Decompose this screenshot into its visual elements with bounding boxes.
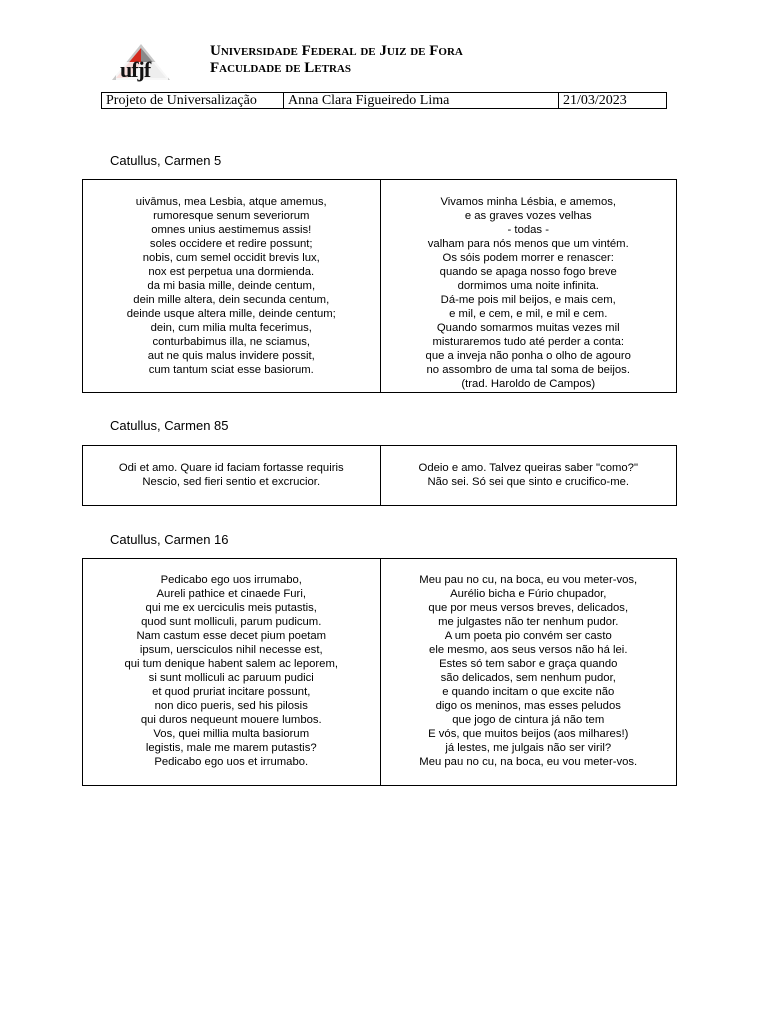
verse-line: A um poeta pio convém ser casto — [444, 630, 612, 642]
verse-line: Nescio, sed fieri sentio et excrucior. — [142, 476, 321, 488]
verse-line: são delicados, sem nenhum pudor, — [440, 672, 616, 684]
verse-line: nox est perpetua una dormienda. — [148, 266, 315, 278]
verse-line: Os sóis podem morrer e renascer: — [442, 252, 614, 264]
section-title: Catullus, Carmen 85 — [110, 418, 229, 433]
logo-text: ufjf — [120, 57, 151, 82]
verse-line: dein, cum milia multa fecerimus, — [150, 322, 312, 334]
verse-line: soles occidere et redire possunt; — [149, 238, 313, 250]
verse-line: dormimos uma noite infinita. — [457, 280, 599, 292]
project-cell: Projeto de Universalização — [102, 93, 284, 108]
verse-line: (trad. Haroldo de Campos) — [461, 378, 596, 390]
verse-line: legistis, male me marem putastis? — [145, 742, 317, 754]
verse-line: Aurélio bicha e Fúrio chupador, — [450, 588, 607, 600]
verse-line: qui me ex uerciculis meis putastis, — [145, 602, 317, 614]
verse-line: si sunt molliculi ac paruum pudici — [148, 672, 314, 684]
verse-line: Aureli pathice et cinaede Furi, — [156, 588, 306, 600]
verse-line: misturaremos tudo até perder a conta: — [432, 336, 625, 348]
verse-line: Dá-me pois mil beijos, e mais cem, — [440, 294, 616, 306]
verse-line: cum tantum sciat esse basiorum. — [148, 364, 314, 376]
verse-line: da mi basia mille, deinde centum, — [147, 280, 316, 292]
verse-line: et quod pruriat incitare possunt, — [152, 686, 311, 698]
verse-line: no assombro de uma tal soma de beijos. — [426, 364, 630, 376]
latin-column — [83, 446, 380, 505]
verse-line: me julgastes não ter nenhum pudor. — [438, 616, 619, 628]
verse-line: - todas - — [507, 224, 549, 236]
verse-line: E vós, que muitos beijos (aos milhares!) — [428, 728, 629, 740]
institution-header — [210, 43, 463, 77]
verse-line: deinde usque altera mille, deinde centum; — [126, 308, 336, 320]
verse-line: Odi et amo. Quare id faciam fortasse requiris — [118, 462, 344, 474]
verse-line: que por meus versos breves, delicados, — [428, 602, 629, 614]
verse-line: valham para nós menos que um vintém. — [427, 238, 629, 250]
verse-line: que a inveja não ponha o olho de agouro — [425, 350, 631, 362]
verse-line: conturbabimus illa, ne sciamus, — [152, 336, 311, 348]
verse-line: que jogo de cintura já não tem — [452, 714, 605, 726]
verse-line: Pedicabo ego uos et irrumabo. — [154, 756, 309, 768]
verse-line: quando se apaga nosso fogo breve — [439, 266, 617, 278]
university-name: Universidade Federal de Juiz de Fora — [210, 43, 463, 59]
verse-line: aut ne quis malus invidere possit, — [147, 350, 315, 362]
verse-line: Nam castum esse decet pium poetam — [136, 630, 327, 642]
verse-line: qui duros nequeunt mouere lumbos. — [140, 714, 322, 726]
portuguese-column — [380, 180, 677, 392]
verse-line: Meu pau no cu, na boca, eu vou meter-vos. — [419, 756, 638, 768]
verse-line: Meu pau no cu, na boca, eu vou meter-vos, — [419, 574, 638, 586]
section-title: Catullus, Carmen 16 — [110, 532, 229, 547]
verse-line: digo os meninos, mas esses peludos — [435, 700, 621, 712]
latin-column — [83, 180, 380, 392]
poem-table — [82, 558, 677, 786]
verse-line: já lestes, me julgais não ser viril? — [445, 742, 612, 754]
latin-column — [83, 559, 380, 785]
poem-table — [82, 445, 677, 506]
meta-table — [101, 92, 667, 109]
ufjf-logo — [112, 44, 170, 88]
date-cell: 21/03/2023 — [563, 93, 627, 108]
author-cell: Anna Clara Figueiredo Lima — [284, 93, 559, 108]
verse-line: e as graves vozes velhas — [464, 210, 592, 222]
section-title: Catullus, Carmen 5 — [110, 153, 222, 168]
verse-line: qui tum denique habent salem ac leporem, — [124, 658, 338, 670]
verse-line: omnes unius aestimemus assis! — [151, 224, 312, 236]
verse-line: ele mesmo, aos seus versos não há lei. — [429, 644, 628, 656]
portuguese-column — [380, 446, 677, 505]
verse-line: e mil, e cem, e mil, e mil e cem. — [449, 308, 608, 320]
verse-line: Vivamos minha Lésbia, e amemos, — [440, 196, 617, 208]
verse-line: dein mille altera, dein secunda centum, — [133, 294, 330, 306]
verse-line: Vos, quei millia multa basiorum — [153, 728, 310, 740]
poem-table — [82, 179, 677, 393]
faculty-name: Faculdade de Letras — [210, 60, 351, 76]
verse-line: Quando somarmos muitas vezes mil — [436, 322, 620, 334]
verse-line: rumoresque senum severiorum — [153, 210, 310, 222]
verse-line: Pedicabo ego uos irrumabo, — [160, 574, 302, 586]
verse-line: uivāmus, mea Lesbia, atque amemus, — [135, 196, 327, 208]
verse-line: e quando incitam o que excite não — [442, 686, 615, 698]
verse-line: Não sei. Só sei que sinto e crucifico-me. — [427, 476, 630, 488]
verse-line: non dico pueris, sed his pilosis — [154, 700, 308, 712]
verse-line: Estes só tem sabor e graça quando — [439, 658, 618, 670]
verse-line: ipsum, uersciculos nihil necesse est, — [139, 644, 323, 656]
verse-line: Odeio e amo. Talvez queiras saber "como?" — [418, 462, 638, 474]
portuguese-column — [380, 559, 677, 785]
verse-line: nobis, cum semel occidit brevis lux, — [142, 252, 320, 264]
verse-line: quod sunt molliculi, parum pudicum. — [141, 616, 322, 628]
